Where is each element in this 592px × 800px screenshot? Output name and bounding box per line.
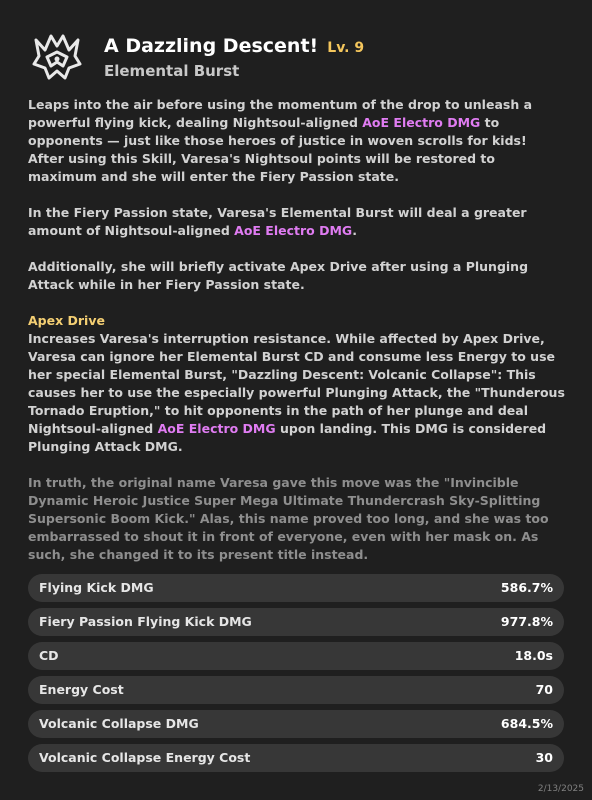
electro-burst-emblem-icon [28, 30, 86, 84]
electro-dmg-highlight: AoE Electro DMG [362, 115, 481, 130]
description-text: . [352, 223, 357, 238]
electro-dmg-highlight: AoE Electro DMG [157, 421, 276, 436]
stat-row [28, 744, 564, 772]
stat-value: 70 [535, 682, 553, 697]
description-paragraph [28, 330, 568, 456]
stat-value: 30 [535, 750, 553, 765]
stat-row [28, 642, 564, 670]
stat-name: Energy Cost [39, 682, 124, 697]
description-paragraph: After using this Skill, Varesa's Nightsoul points will be restored to maximum and she will enter the Fiery Passion state. [28, 151, 495, 184]
skill-name: A Dazzling Descent! [104, 35, 319, 57]
skill-title-row [104, 35, 364, 57]
description-text: upon landing. This DMG is considered Plunging Attack DMG. [28, 421, 547, 454]
description-paragraph: Additionally, she will briefly activate Apex Drive after using a Plunging Attack while in her Fiery Passion state. [28, 259, 529, 292]
flavor-text: In truth, the original name Varesa gave this move was the "Invincible Dynamic Heroic Justice Super Mega Ultimate Thundercrash Sky-Splitting Supersonic Boom Kick." Alas, this name proved too long, and she was too embarrassed to shout it in front of everyone, even with her mask on. As such, she changed it to its present title instead. [28, 475, 549, 562]
stat-name: Flying Kick DMG [39, 580, 154, 595]
stat-name: CD [39, 648, 59, 663]
skill-level: Lv. 9 [327, 40, 365, 56]
stat-value: 18.0s [514, 648, 553, 663]
stat-name: Volcanic Collapse Energy Cost [39, 750, 251, 765]
stats-table [28, 574, 564, 778]
electro-dmg-highlight: AoE Electro DMG [234, 223, 353, 238]
skill-header [28, 30, 568, 82]
stat-name: Fiery Passion Flying Kick DMG [39, 614, 252, 629]
stat-name: Volcanic Collapse DMG [39, 716, 199, 731]
stat-value: 977.8% [500, 614, 553, 629]
stat-row [28, 676, 564, 704]
apex-drive-title: Apex Drive [28, 313, 105, 328]
skill-type: Elemental Burst [104, 62, 240, 80]
stat-row [28, 710, 564, 738]
stat-row [28, 574, 564, 602]
description-text: In the Fiery Passion state, Varesa's Elemental Burst will deal a greater amount of Nightsoul-aligned [28, 205, 527, 238]
date-stamp: 2/13/2025 [537, 784, 584, 794]
description-text: Leaps into the air before using the momentum of the drop to unleash a powerful flying kick, dealing Nightsoul-aligned [28, 97, 533, 130]
description-paragraph [28, 204, 568, 240]
description-paragraph [28, 96, 568, 150]
stat-value: 684.5% [500, 716, 553, 731]
skill-description [28, 96, 568, 564]
description-text: to opponents — just like those heroes of justice in woven scrolls for kids! [28, 115, 527, 148]
stat-row [28, 608, 564, 636]
description-text: Increases Varesa's interruption resistance. While affected by Apex Drive, Varesa can ignore her Elemental Burst CD and consume less Energy to use her special Elemental Burst, "Dazzling Descent: Volcanic Collapse": This causes her to use the especially powerful Plunging Attack, the "Thunderous Tornado Eruption," to hit opponents in the path of her plunge and deal Nightsoul-aligned [28, 331, 565, 436]
stat-value: 586.7% [500, 580, 553, 595]
